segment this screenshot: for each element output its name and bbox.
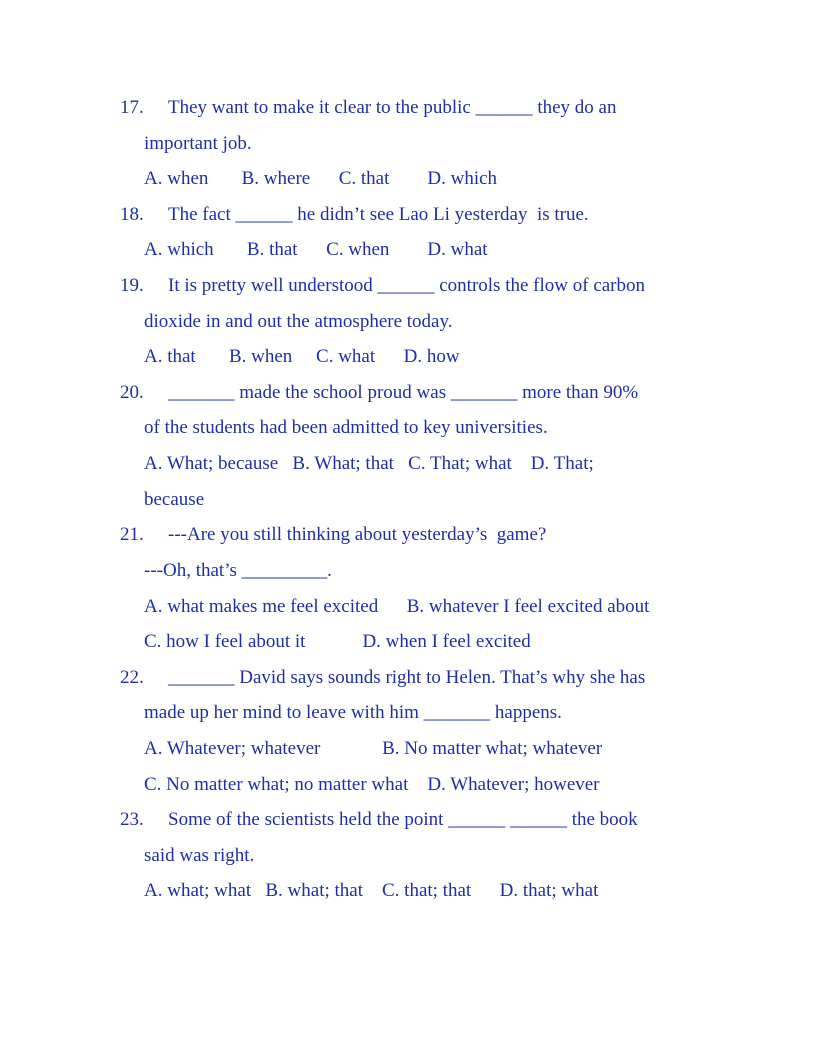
question-text: important job.	[144, 133, 252, 154]
question-number: 23.	[120, 809, 144, 830]
answer-options: because	[144, 489, 205, 510]
answer-options: A. that B. when C. what D. how	[144, 346, 460, 367]
answer-options: C. No matter what; no matter what D. Whatever; however	[144, 774, 600, 795]
question-text: of the students had been admitted to key universities.	[144, 417, 548, 438]
answer-options: A. what; what B. what; that C. that; that D. that; what	[144, 880, 599, 901]
question-number: 20.	[120, 382, 144, 403]
question-text: _______ David says sounds right to Helen. That’s why she has	[168, 667, 646, 688]
answer-options: C. how I feel about it D. when I feel excited	[144, 631, 531, 652]
question-text: The fact ______ he didn’t see Lao Li yesterday is true.	[168, 204, 589, 225]
answer-options: A. What; because B. What; that C. That; what D. That;	[144, 453, 594, 474]
question-number: 17.	[120, 97, 144, 118]
question-text: It is pretty well understood ______ controls the flow of carbon	[168, 275, 646, 296]
question-number: 21.	[120, 524, 144, 545]
question-text: Some of the scientists held the point ______ ______ the book	[168, 809, 638, 830]
question-number: 19.	[120, 275, 144, 296]
answer-options: A. what makes me feel excited B. whatever I feel excited about	[144, 596, 650, 617]
answer-options: A. when B. where C. that D. which	[144, 168, 498, 189]
question-text: _______ made the school proud was _______ more than 90%	[168, 382, 639, 403]
question-text: ---Oh, that’s _________.	[144, 560, 332, 581]
question-number: 18.	[120, 204, 144, 225]
question-text: said was right.	[144, 845, 255, 866]
answer-options: A. which B. that C. when D. what	[144, 239, 488, 260]
question-text: dioxide in and out the atmosphere today.	[144, 311, 453, 332]
answer-options: A. Whatever; whatever B. No matter what; whatever	[144, 738, 603, 759]
question-number: 22.	[120, 667, 144, 688]
question-text: ---Are you still thinking about yesterday’s game?	[168, 524, 547, 545]
question-text: made up her mind to leave with him _______ happens.	[144, 702, 562, 723]
question-text: They want to make it clear to the public ______ they do an	[168, 97, 617, 118]
